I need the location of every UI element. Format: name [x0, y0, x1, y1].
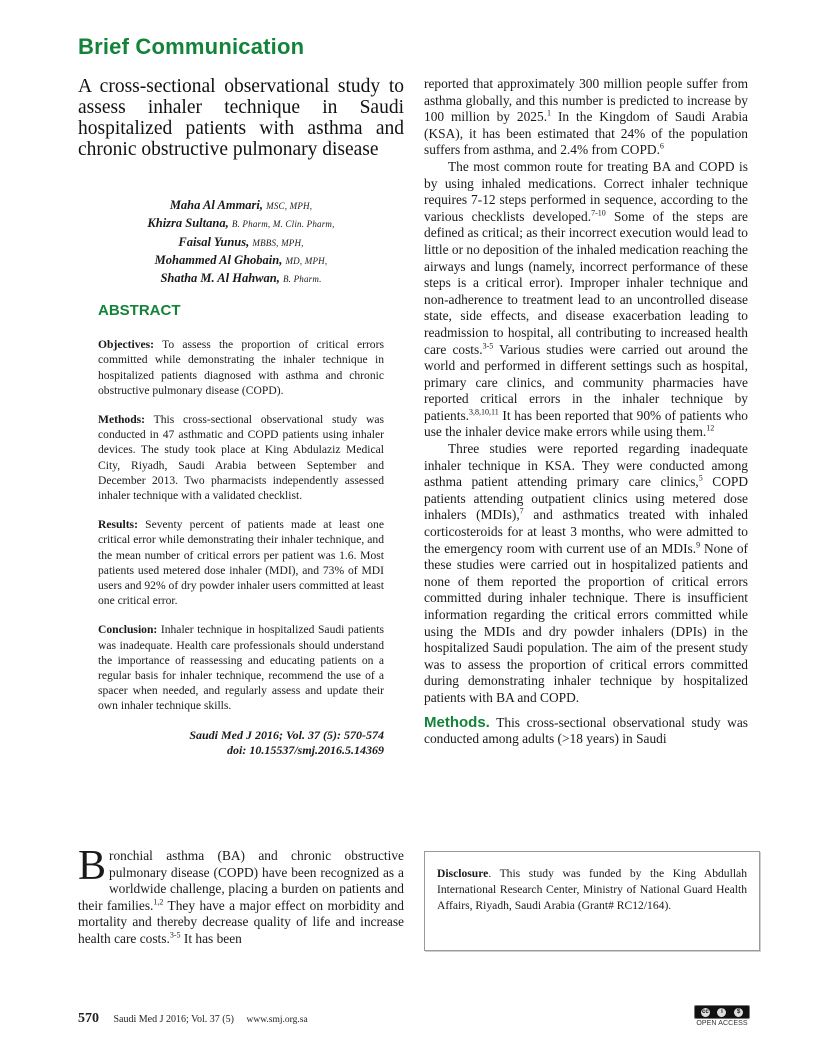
- reference-superscript[interactable]: 7: [519, 506, 524, 516]
- methods-paragraph: Methods. This cross-sectional observational study was conducted among adults (>18 years) in Saudi: [424, 713, 748, 747]
- page-number: 570: [78, 1011, 99, 1026]
- methods-heading: Methods.: [424, 713, 490, 731]
- reference-superscript[interactable]: 1,2: [153, 897, 164, 907]
- drop-cap: B: [78, 843, 107, 889]
- reference-superscript[interactable]: 12: [706, 424, 715, 433]
- body-paragraph: Three studies were reported regarding inadequate inhaler technique in KSA. They were conducted among asthma patient attending primary care clinics,$^5$ COPD patients attending outpatient clinics using metered dose inhalers (MDIs),$^7$ and asthmatics treated with inhaled corticosteroids for at least 3 months, who were admitted to the emergency room with current use of an MDIs.$^9$ None of these studies were carried out in hospitalized patients and none of them reported the proportion of critical errors committed during inhaler technique. There is insufficient information regarding the critical errors committed while using the MDIs and dry powder inhalers (DPIs) in the hospitalized Saudi population. The aim of the present study was to assess the proportion of critical errors committed during demonstrating inhaler technique by hospitalized patients with BA and COPD.: [424, 441, 749, 705]
- author: Faisal Yunus, MBBS, MPH,: [178, 234, 304, 249]
- journal-citation: Saudi Med J 2016; Vol. 37 (5): 570-574: [189, 727, 384, 742]
- author: Shatha M. Al Hahwan, B. Pharm.: [160, 271, 322, 286]
- body-paragraph: The most common route for treating BA and COPD is by using inhaled medications. Correct inhaler technique requires 7-12 steps performed in sequence, according to the various checklists developed.$^{7-10}$ Some of the steps are defined as critical; as their incorrect execution would lead to little or no deposition of the inhaled medication reaching the airways and lungs (namely, incorrect performance of these steps is a critical error). Improper inhaler technique and non-adherence to treatment lead to an uncontrolled disease state, side effects, and disease exacerbation leading to readmission to hospital, all contributing to increased health care costs.$^{3-5}$ Various studies were carried out around the world and performed in different settings such as hospital, primary care clinics, and community pharmacies have reported critical errors in the inhaler technique by patients.$^{3,8,10,11}$ It has been reported that 90% of patients who use the inhaler device make errors while using them.$^{12}$: [424, 158, 749, 440]
- abstract-heading: ABSTRACT: [98, 302, 181, 319]
- cc-license-badge: [694, 1005, 750, 1019]
- reference-superscript[interactable]: 1: [547, 108, 552, 118]
- by-icon: i: [717, 1008, 726, 1017]
- cc-icon: cc: [701, 1008, 709, 1015]
- body-paragraph: reported that approximately 300 million people suffer from asthma globally, and this number is predicted to increase by 100 million by 2025.$^1$ In the Kingdom of Saudi Arabia (KSA), it has been estimated that 24% of the population suffers from asthma, and 2.4% from COPD.$^6$: [424, 76, 748, 158]
- open-access-badge[interactable]: [694, 1005, 750, 1027]
- open-access-label: OPEN ACCESS: [696, 1020, 748, 1027]
- abstract-results: Results: Seventy percent of patients made at least one critical error while demonstrating their inhaler technique, and the mean number of critical errors per patient was 1.6. Most patients used metered dose inhaler (MDI), and 73% of MDI users and 92% of dry powder inhaler users committed at least one critical error.: [98, 518, 384, 608]
- disclosure-box: Disclosure. This study was funded by the King Abdullah International Research Center, Ministry of National Guard Health Affairs, Riyadh, Saudi Arabia (Grant# RC12/164).: [424, 851, 760, 951]
- abstract-conclusion: Conclusion: Inhaler technique in hospitalized Saudi patients was inadequate. Health care professionals should understand the importance of reassessing and educating patients on a regular basis for inhaler technique, recommend the use of a spacer when needed, and regularly assess and update their own inhaler technique skills.: [98, 623, 384, 713]
- reference-superscript[interactable]: 3-5: [482, 341, 494, 351]
- reference-superscript[interactable]: 6: [659, 141, 664, 151]
- nc-icon: $: [734, 1008, 743, 1017]
- disclosure-label: Disclosure: [437, 867, 489, 880]
- author: Mohammed Al Ghobain, MD, MPH,: [154, 252, 328, 267]
- abstract-objectives: Objectives: To assess the proportion of critical errors committed while demonstrating the inhaler technique in hospitalized patients diagnosed with asthma and chronic obstructive pulmonary disease (COPD).: [98, 338, 384, 397]
- reference-superscript[interactable]: 3-5: [169, 930, 181, 940]
- page-footer: [78, 1011, 308, 1027]
- doi-link[interactable]: doi: 10.15537/smj.2016.5.14369: [226, 743, 384, 758]
- author: Maha Al Ammari, MSC, MPH,: [169, 198, 313, 212]
- author-list: [98, 197, 384, 288]
- journal-reference: Saudi Med J 2016; Vol. 37 (5): [113, 1014, 234, 1025]
- reference-superscript[interactable]: 9: [696, 540, 701, 550]
- reference-superscript[interactable]: 5: [698, 473, 703, 483]
- article-title: A cross-sectional observational study to assess inhaler technique in Saudi hospitalized patients with asthma and chronic obstructive pulmonary disease: [78, 76, 404, 160]
- reference-superscript[interactable]: 7-10: [591, 208, 606, 218]
- citation: [98, 728, 384, 759]
- intro-paragraph: Bronchial asthma (BA) and chronic obstructive pulmonary disease (COPD) have been recognized as a worldwide challenge, placing a burden on patients and their families.$^{1,2}$ They have a major effect on morbidity and mortality and thereby decrease quality of life and increase health care costs.$^{3-5}$ It has been: [78, 843, 404, 946]
- abstract-methods: Methods: This cross-sectional observational study was conducted in 47 asthmatic and COPD patients using inhaler devices. The study took place at King Abdulaziz Medical City, Riyadh, Saudi Arabia between September and December 2013. Two pharmacists independently assessed inhaler technique with a validated checklist.: [98, 413, 384, 503]
- journal-url[interactable]: www.smj.org.sa: [246, 1015, 308, 1025]
- section-label: Brief Communication: [78, 34, 305, 59]
- author: Khizra Sultana, B. Pharm, M. Clin. Pharm,: [147, 216, 335, 231]
- reference-superscript[interactable]: 3,8,10,11: [469, 407, 499, 417]
- body-column-right: [424, 76, 748, 748]
- abstract: [98, 303, 384, 759]
